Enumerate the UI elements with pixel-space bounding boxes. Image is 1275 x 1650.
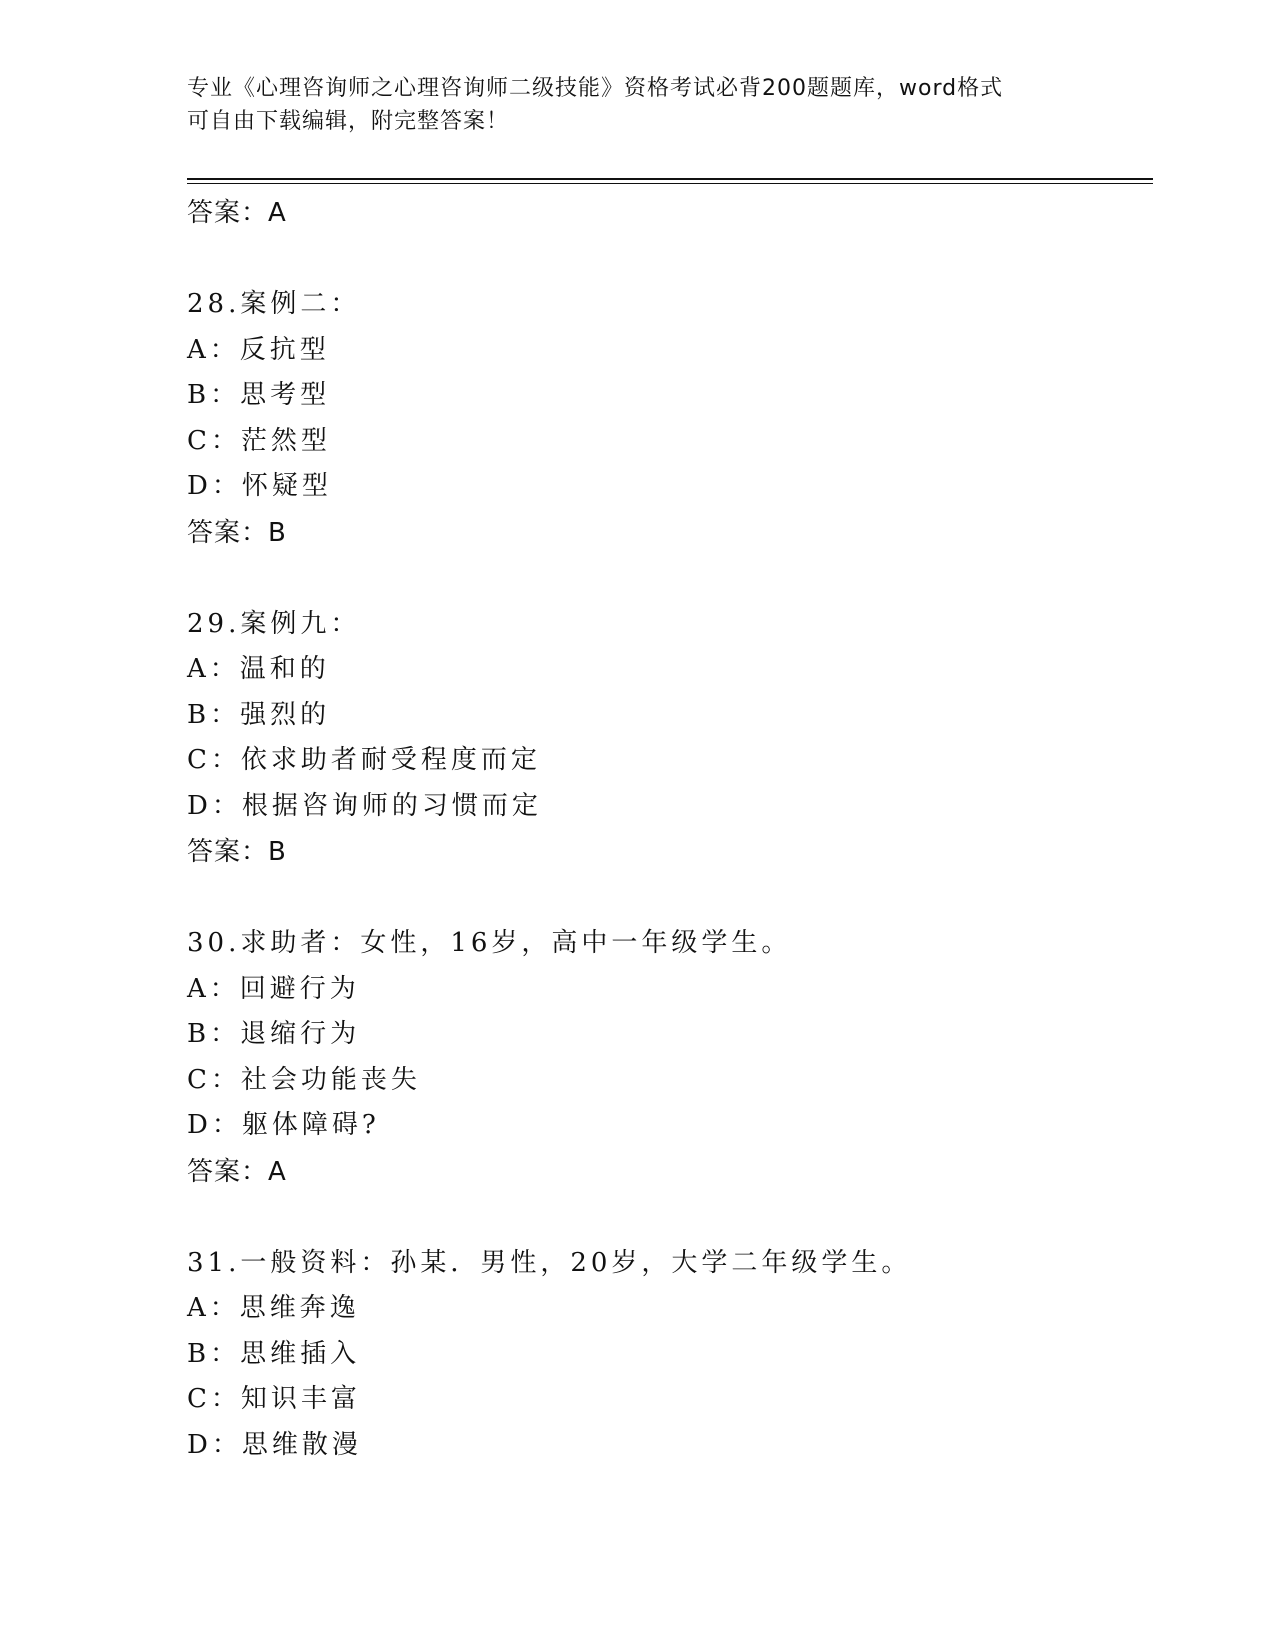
question-block	[187, 282, 1137, 556]
option-a: A：温和的	[187, 654, 330, 684]
option-b: B：退缩行为	[187, 1019, 361, 1049]
option-d: D：根据咨询师的习惯而定	[187, 790, 542, 821]
answer-line: 答案：A	[187, 1156, 287, 1187]
document-header	[187, 72, 1087, 138]
question-stem: 31.一般资料：孙某．男性，20岁，大学二年级学生。	[187, 1247, 912, 1278]
question-stem: 30.求助者：女性，16岁，高中一年级学生。	[187, 928, 792, 958]
question-stem: 28.案例二：	[187, 289, 361, 319]
header-line-2: 可自由下载编辑，附完整答案！	[187, 109, 510, 134]
answer-line: 答案：A	[187, 198, 287, 228]
option-c: C：依求助者耐受程度而定	[187, 745, 541, 775]
option-a: A：回避行为	[187, 973, 360, 1004]
header-divider-thick	[187, 178, 1153, 180]
question-list	[187, 190, 1137, 1468]
answer-line: 答案：B	[187, 837, 287, 867]
option-b: B：强烈的	[187, 699, 331, 730]
option-b: B：思维插入	[187, 1338, 361, 1369]
option-a: A：思维奔逸	[187, 1293, 360, 1323]
header-line-1: 专业《心理咨询师之心理咨询师二级技能》资格考试必背200题题库，word格式	[187, 76, 1004, 101]
option-c: C：茫然型	[187, 425, 331, 456]
option-c: C：社会功能丧失	[187, 1064, 421, 1095]
option-a: A：反抗型	[187, 334, 330, 365]
option-d: D：躯体障碍?	[187, 1110, 380, 1140]
option-b: B：思考型	[187, 380, 331, 410]
question-block	[187, 1241, 1137, 1469]
question-stem: 29.案例九：	[187, 608, 361, 639]
option-d: D：思维散漫	[187, 1429, 362, 1460]
header-divider-thin	[187, 183, 1153, 184]
option-c: C：知识丰富	[187, 1384, 361, 1414]
option-d: D：怀疑型	[187, 471, 332, 501]
answer-line: 答案：B	[187, 517, 287, 548]
question-block	[187, 921, 1137, 1195]
question-block	[187, 602, 1137, 876]
